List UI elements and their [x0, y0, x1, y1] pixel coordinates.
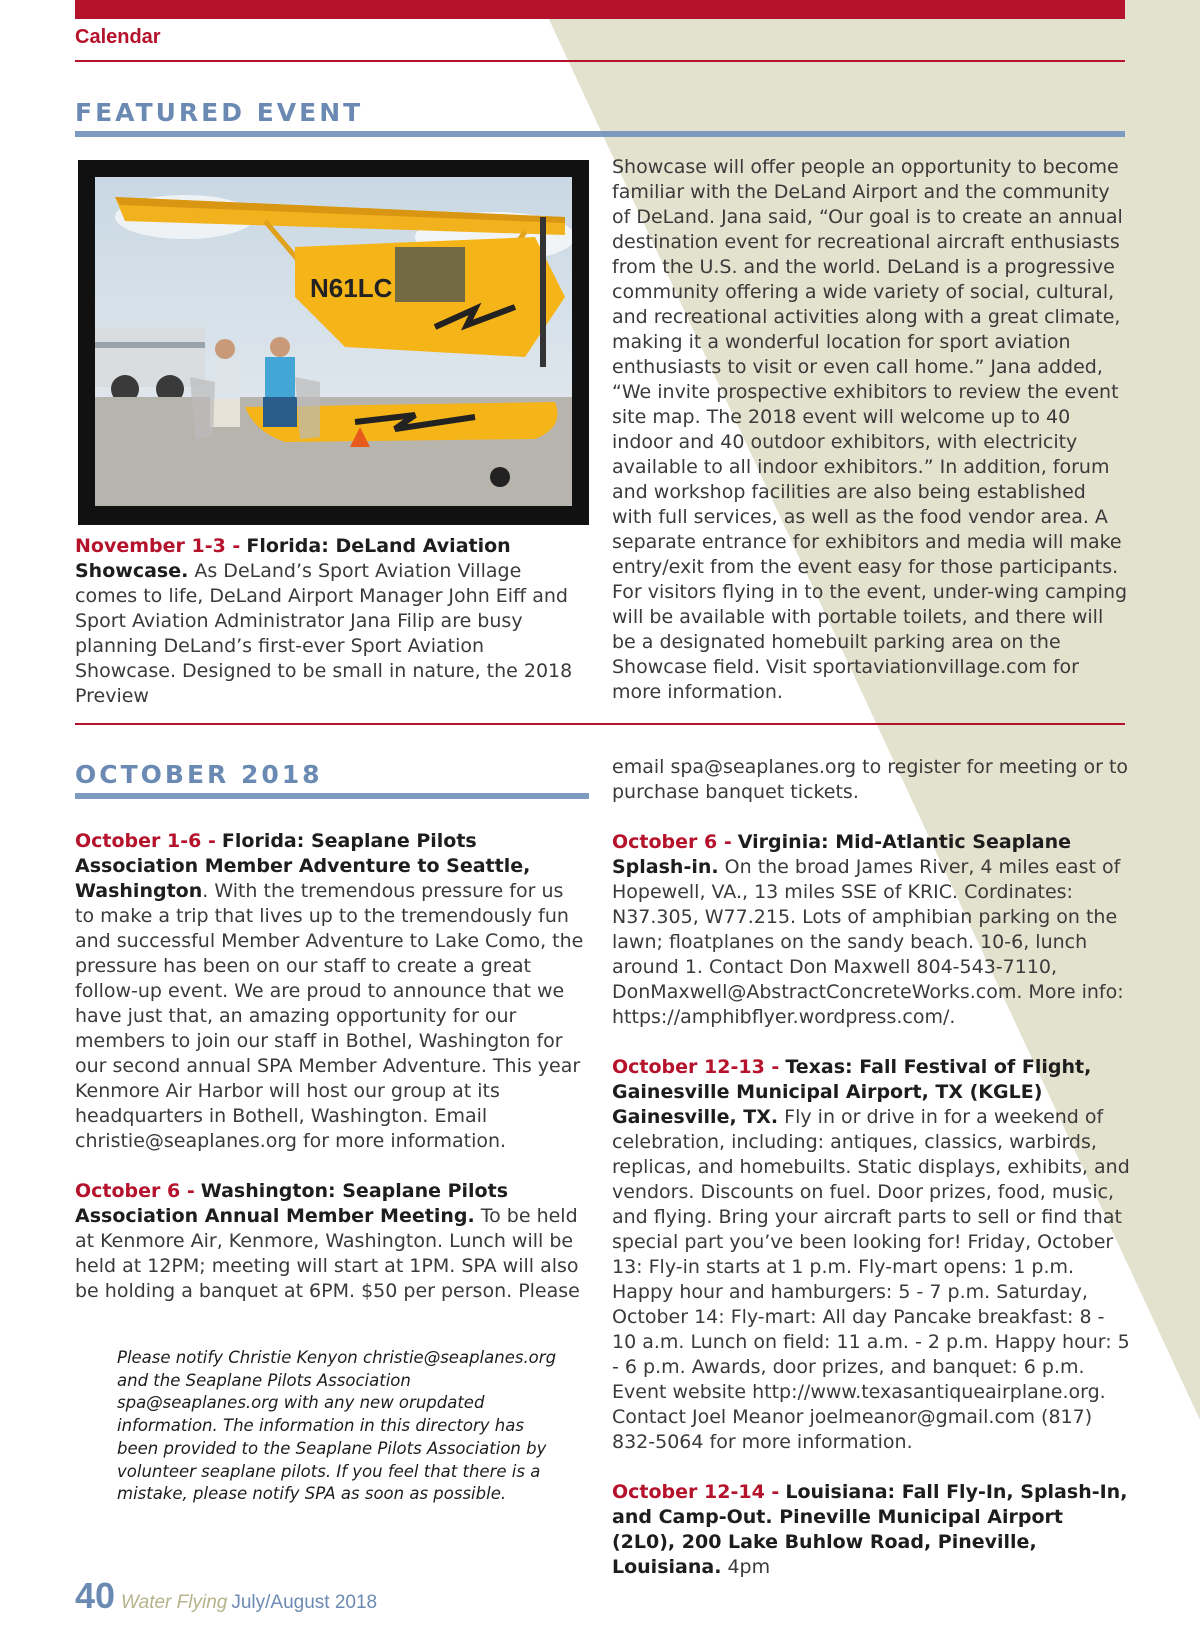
event-title: Virginia: Mid-Atlantic Seaplane Splash-in. — [612, 831, 1072, 878]
event-date: October 12-13 - — [612, 1056, 780, 1078]
calendar-event — [75, 829, 585, 1154]
featured-event-text — [75, 534, 575, 709]
event-title: Florida: Seaplane Pilots Association Member Adventure to Seattle, Washington — [75, 830, 531, 902]
october-heading-rule — [75, 793, 589, 799]
calendar-event — [75, 1179, 585, 1304]
event-date: October 1-6 - — [75, 830, 216, 852]
seaplane-photo — [95, 177, 572, 506]
featured-heading-rule — [75, 131, 1125, 137]
event-body: . With the tremendous pressure for us to make a trip that lives up to the tremendously fun and successful Member Adventure to Lake Como, the pressure has been on our staff to create a great follow-up event. We are proud to announce that we have just that, an amazing opportunity for our members to join our staff in Bothel, Washington for our second annual SPA Member Adventure. This year Kenmore Air Harbor will host our group at its headquarters in Bothell, Washington. Email christie@seaplanes.org for more information. — [75, 880, 584, 1152]
event-date: October 6 - — [612, 831, 732, 853]
event-date: November 1-3 - — [75, 535, 241, 557]
event-body-continued: email spa@seaplanes.org to register for meeting or to purchase banquet tickets. — [612, 756, 1129, 803]
event-date: October 6 - — [75, 1180, 195, 1202]
directory-note: Please notify Christie Kenyon christie@seaplanes.org and the Seaplane Pilots Association spa@seaplanes.org with any new orupdated information. The information in this directory has been provided to the Seaplane Pilots Association by volunteer seaplane pilots. If you feel that there is a mistake, please notify SPA as soon as possible. — [117, 1348, 557, 1504]
event-body: As DeLand’s Sport Aviation Village comes to life, DeLand Airport Manager John Eiff and Sport Aviation Administrator Jana Filip are busy planning DeLand’s first-ever Sport Aviation Showcase. Designed to be small in nature, the 2018 Preview — [75, 560, 573, 707]
event-body: On the broad James River, 4 miles east of Hopewell, VA., 13 miles SSE of KRIC. Cordinates: N37.305, W77.215. Lots of amphibian parking on the lawn; floatplanes on the sandy beach. 10-6, lunch around 1. Contact Don Maxwell 804-543-7110, DonMaxwell@AbstractConcreteWorks.com. More info: https://amphibflyer.wordpress.com/. — [612, 856, 1124, 1028]
event-title: Washington: Seaplane Pilots Association Annual Member Meeting. — [75, 1180, 508, 1227]
featured-bottom-rule — [75, 723, 1125, 725]
featured-event-continued — [612, 155, 1132, 705]
featured-event-heading: FEATURED EVENT — [75, 98, 364, 127]
top-color-bar — [75, 0, 1125, 19]
issue-date: July/August 2018 — [231, 1592, 378, 1613]
page-number: 40 — [75, 1575, 116, 1616]
event-date: October 12-14 - — [612, 1481, 780, 1503]
section-label: Calendar — [75, 26, 161, 48]
featured-photo — [78, 160, 589, 525]
event-body: 4pm — [727, 1556, 771, 1578]
registration-marking: N61LC — [310, 273, 393, 303]
october-heading: OCTOBER 2018 — [75, 760, 323, 789]
event-title: Louisiana: Fall Fly-In, Splash-In, and Camp-Out. Pineville Municipal Airport (2L0), 200 Lake Buhlow Road, Pineville, Louisiana. — [612, 1481, 1128, 1578]
calendar-event — [612, 1480, 1132, 1580]
october-left-column — [75, 829, 585, 1304]
calendar-event — [612, 1055, 1132, 1455]
calendar-event — [612, 830, 1132, 1030]
event-body: To be held at Kenmore Air, Kenmore, Washington. Lunch will be held at 12PM; meeting will start at 1PM. SPA will also be holding a banquet at 6PM. $50 per person. Please — [75, 1205, 580, 1302]
magazine-name: Water Flying — [121, 1592, 228, 1613]
event-body: Fly in or drive in for a weekend of celebration, including: antiques, classics, warbirds, replicas, and homebuilts. Static displays, exhibits, and vendors. Discounts on fuel. Door prizes, food, music, and flying. Bring your aircraft parts to sell or find that special part you’ve been looking for! Friday, October 13: Fly-in starts at 1 p.m. Fly-mart opens: 1 p.m. Happy hour and hamburgers: 5 - 7 p.m. Saturday, October 14: Fly-mart: All day Pancake breakfast: 8 - 10 a.m. Lunch on field: 11 a.m. - 2 p.m. Happy hour: 5 - 6 p.m. Awards, door prizes, and banquet: 6 p.m. Event website http://www.texasantiqueairplane.org. Contact Joel Meanor joelmeanor@gmail.com (817) 832-5064 for more information. — [612, 1106, 1130, 1453]
event-title: Florida: DeLand Aviation Showcase. — [75, 535, 511, 582]
october-right-column — [612, 755, 1132, 1580]
page-footer — [75, 1575, 377, 1617]
event-body-continued: Showcase will offer people an opportunity to become familiar with the DeLand Airport and the community of DeLand. Jana said, “Our goal is to create an annual destination event for recreational aircraft enthusiasts from the U.S. and the world. DeLand is a progressive community offering a wide variety of social, cultural, and recreational activities along with a great climate, making it a wonderful location for sport aviation enthusiasts to visit or even call home.” Jana added, “We invite prospective exhibitors to review the event site map. The 2018 event will welcome up to 40 indoor and 40 outdoor exhibitors, with electricity available to all indoor exhibitors.” In addition, forum and workshop facilities are also being established with full services, as well as the food vendor area. A separate entrance for exhibitors and media will make entry/exit from the event easy for those participants. For visitors flying in to the event, under-wing camping will be available with portable toilets, and there will be a designated homebuilt parking area on the Showcase field. Visit sportaviationvillage.com for more information. — [612, 156, 1128, 703]
event-title: Texas: Fall Festival of Flight, Gainesville Municipal Airport, TX (KGLE) Gainesville, TX. — [612, 1056, 1092, 1128]
header-rule — [75, 60, 1125, 62]
